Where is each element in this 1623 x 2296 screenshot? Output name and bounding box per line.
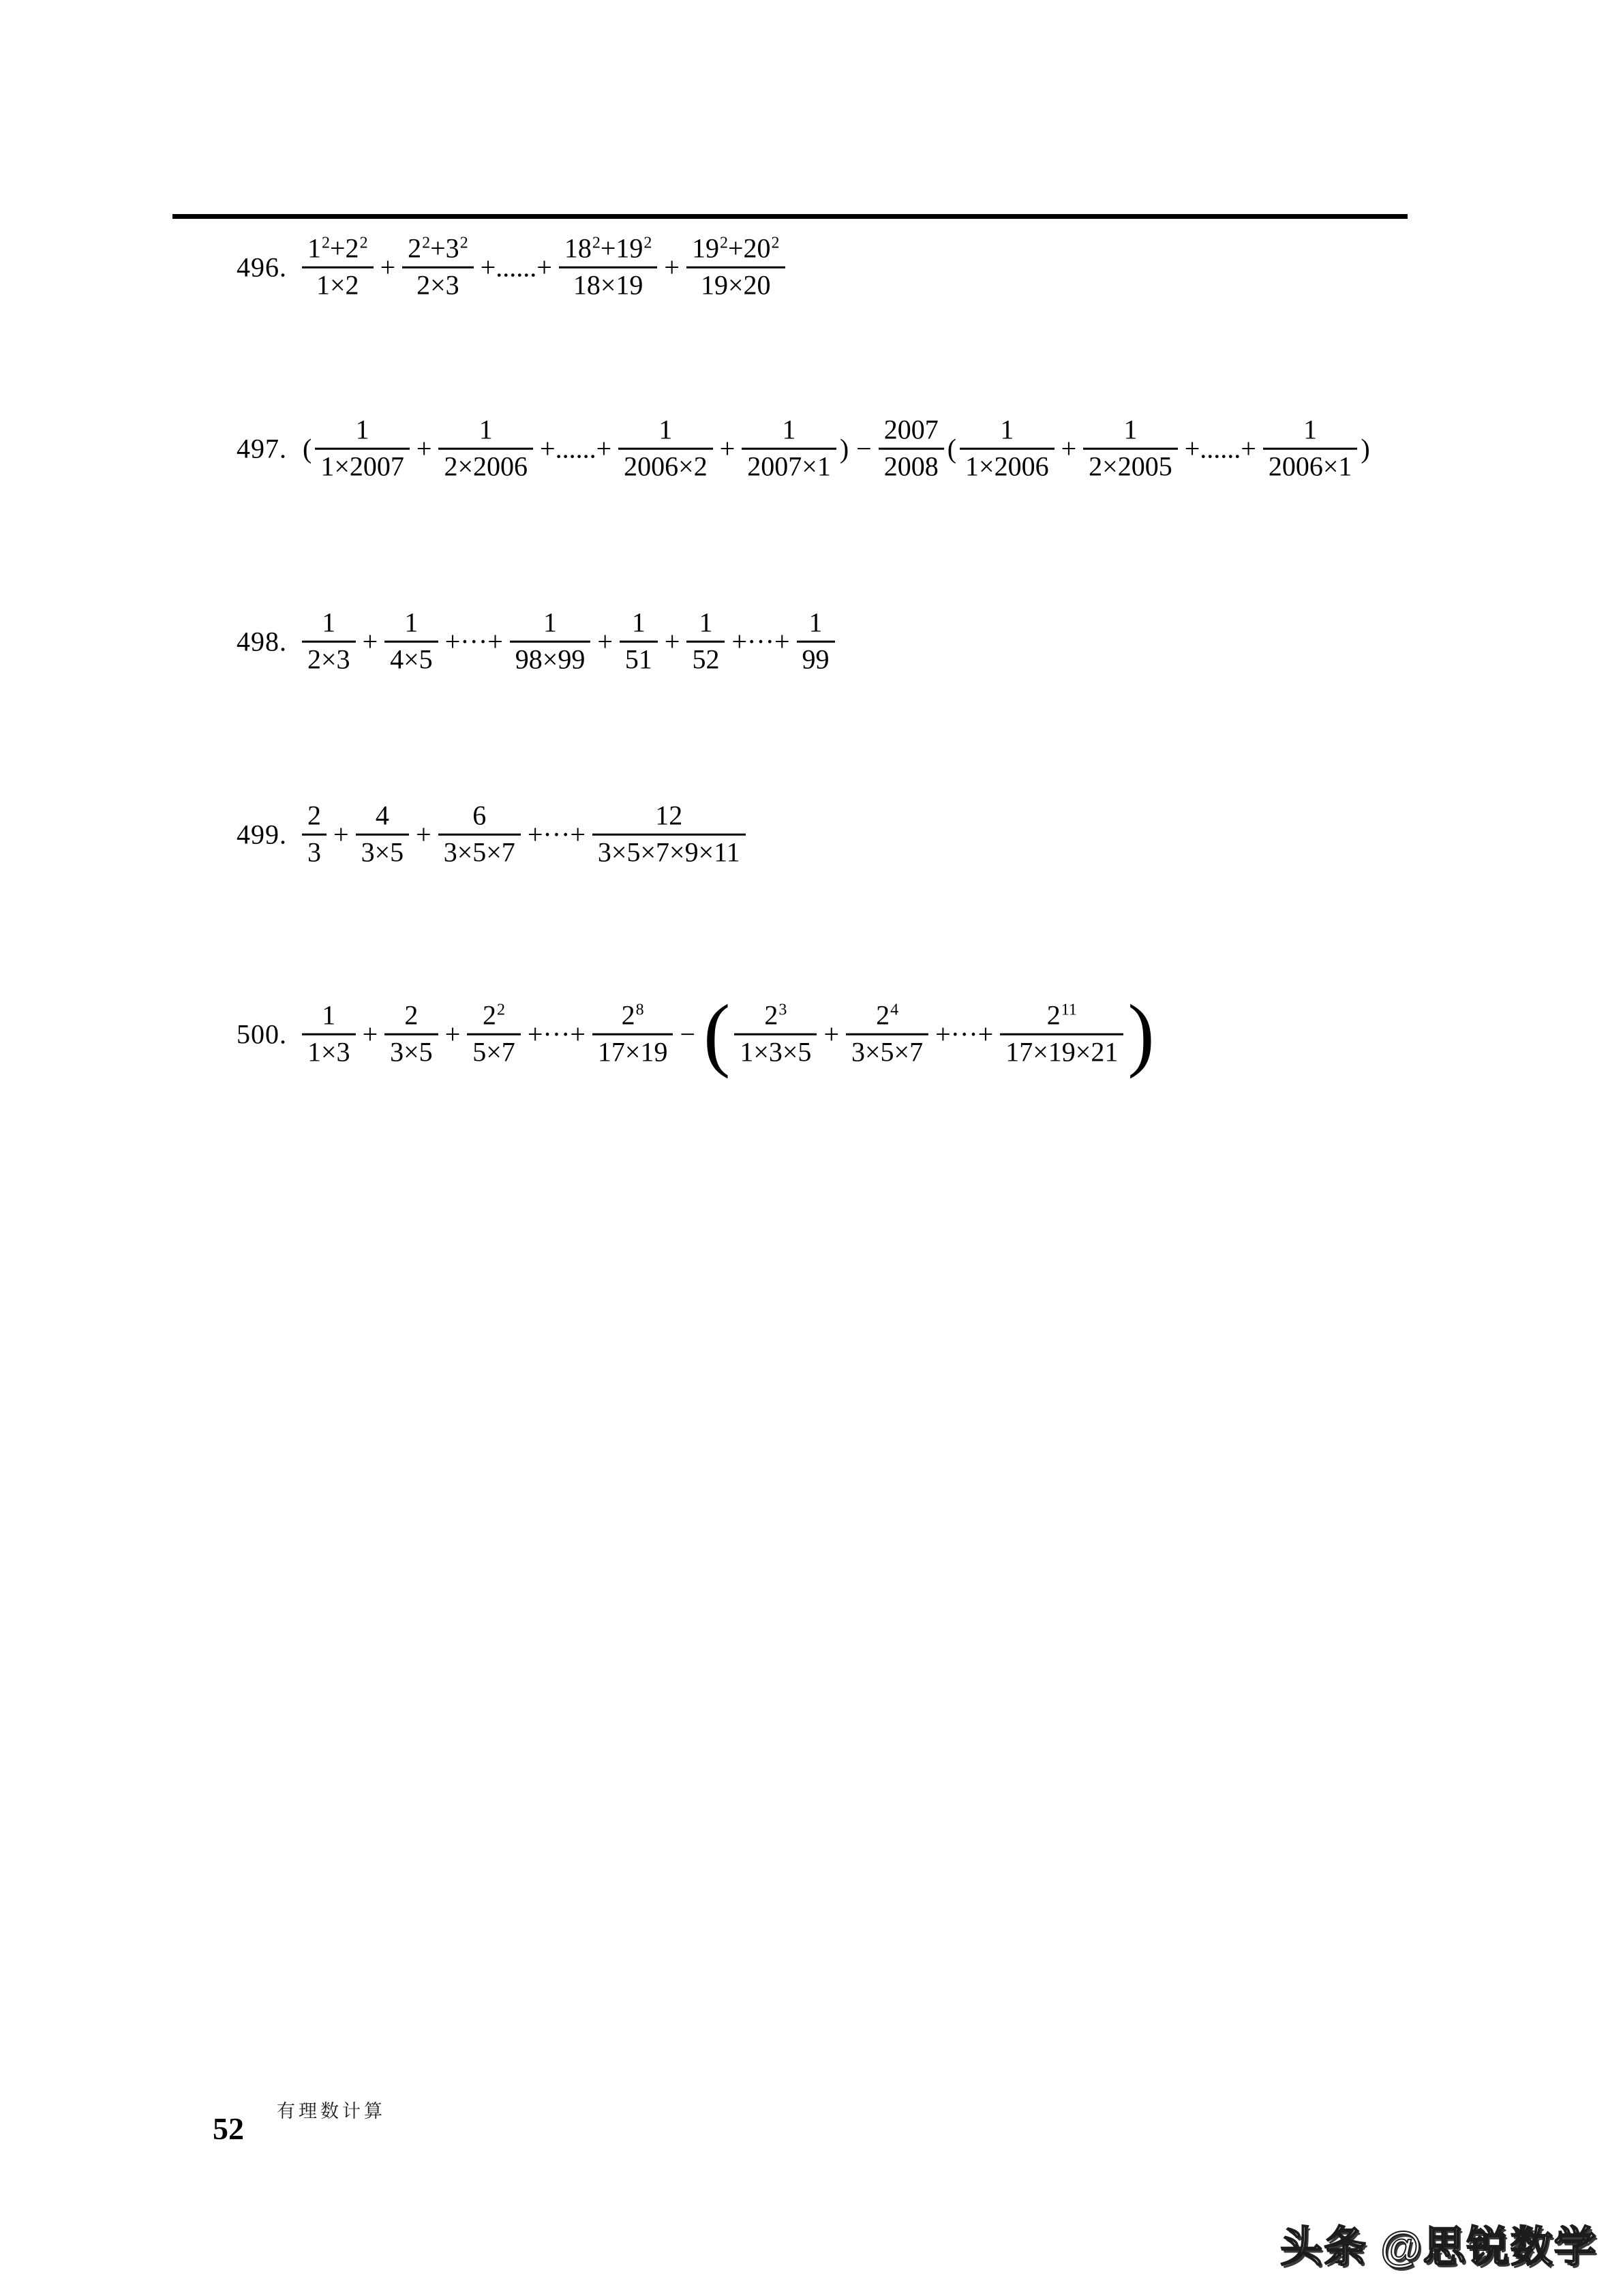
fraction — [879, 413, 944, 485]
operator: + — [362, 1018, 378, 1050]
problem-496 — [237, 232, 787, 303]
numerator: 1 — [699, 607, 713, 638]
page-number: 52 — [213, 2111, 244, 2146]
numerator: $18^2+19^2$ — [564, 232, 652, 264]
numerator: $2^2$ — [483, 999, 506, 1031]
denominator: 98×99 — [515, 644, 586, 675]
fraction — [742, 413, 836, 485]
numerator: 1 — [808, 607, 823, 638]
denominator: 1×3×5 — [740, 1036, 812, 1068]
operator: + — [664, 626, 680, 657]
numerator: 1 — [631, 607, 646, 638]
superscript: 2 — [459, 234, 468, 252]
problem-number: 499. — [237, 819, 287, 850]
operator: + — [664, 252, 680, 283]
fraction — [559, 232, 658, 303]
operator: +···+ — [444, 626, 503, 657]
denominator: 18×19 — [573, 269, 643, 301]
parenthesis: ) — [1361, 433, 1370, 464]
fraction — [438, 413, 533, 485]
problem-number: 498. — [237, 626, 287, 657]
operator: + — [444, 1018, 461, 1050]
fraction — [797, 606, 835, 678]
fraction — [384, 606, 438, 678]
top-rule — [172, 214, 1408, 219]
denominator: 99 — [802, 644, 830, 675]
operator: + — [333, 819, 349, 850]
numerator: 1 — [1303, 414, 1318, 445]
denominator: 3×5×7×9×11 — [597, 836, 740, 868]
numerator: 2 — [404, 999, 419, 1031]
numerator: $19^2+20^2$ — [691, 232, 780, 264]
operator: + — [597, 626, 613, 657]
problem-number: 496. — [237, 252, 287, 283]
superscript: 2 — [359, 234, 368, 252]
numerator: 1 — [543, 607, 558, 638]
fraction — [384, 999, 438, 1070]
denominator: 1×2 — [316, 269, 359, 301]
operator: + — [362, 626, 378, 657]
superscript: 2 — [497, 1001, 506, 1019]
numerator: $2^4$ — [876, 999, 899, 1031]
numerator: 1 — [1123, 414, 1138, 445]
parenthesis: ( — [947, 433, 957, 464]
denominator: 1×2006 — [965, 451, 1049, 482]
watermark: 头条 @思锐数学 — [1280, 2224, 1598, 2271]
denominator: 17×19 — [597, 1036, 668, 1068]
numerator: 1 — [1000, 414, 1014, 445]
operator: + — [823, 1018, 839, 1050]
superscript: 11 — [1061, 1001, 1077, 1019]
fraction — [592, 799, 746, 871]
denominator: 5×7 — [472, 1036, 515, 1068]
fraction — [620, 606, 658, 678]
operator: +···+ — [731, 626, 790, 657]
denominator: 4×5 — [390, 644, 433, 675]
operator: + — [380, 252, 396, 283]
superscript: 2 — [592, 234, 601, 252]
numerator: 6 — [472, 800, 487, 831]
numerator: 1 — [355, 414, 369, 445]
operator: +......+ — [480, 252, 552, 283]
denominator: 3×5×7 — [443, 836, 515, 868]
numerator: 1 — [404, 607, 419, 638]
denominator: 3 — [307, 836, 321, 868]
numerator: $2^8$ — [621, 999, 644, 1031]
numerator: $2^2+3^2$ — [408, 232, 468, 264]
numerator: 1 — [782, 414, 796, 445]
page-footer — [213, 2101, 386, 2145]
operator: +......+ — [540, 433, 612, 464]
superscript: 2 — [771, 234, 780, 252]
fraction — [734, 999, 817, 1070]
numerator: $2^{11}$ — [1046, 999, 1077, 1031]
numerator: 1 — [322, 607, 336, 638]
fraction — [315, 413, 410, 485]
numerator: 12 — [655, 800, 683, 831]
parenthesis: ( — [303, 433, 312, 464]
fraction — [467, 999, 521, 1070]
fraction — [1000, 999, 1123, 1070]
numerator: $2^3$ — [764, 999, 787, 1031]
superscript: 8 — [635, 1001, 644, 1019]
denominator: 3×5 — [361, 836, 404, 868]
fraction — [592, 999, 673, 1070]
denominator: 2008 — [883, 451, 939, 482]
operator: +···+ — [935, 1018, 994, 1050]
denominator: 52 — [692, 644, 720, 675]
denominator: 1×3 — [307, 1036, 350, 1068]
operator: + — [1061, 433, 1077, 464]
fraction — [402, 232, 474, 303]
numerator: 1 — [322, 999, 336, 1031]
fraction — [618, 413, 713, 485]
fraction — [302, 232, 374, 303]
fraction — [302, 799, 327, 871]
denominator: 3×5×7 — [851, 1036, 924, 1068]
superscript: 2 — [322, 234, 330, 252]
denominator: 19×20 — [700, 269, 771, 301]
fraction — [438, 799, 521, 871]
numerator: 1 — [479, 414, 493, 445]
fraction — [302, 999, 356, 1070]
operator: + — [719, 433, 735, 464]
denominator: 2×2005 — [1089, 451, 1172, 482]
superscript: 2 — [719, 234, 728, 252]
superscript: 2 — [643, 234, 652, 252]
chapter-label: 有理数计算 — [277, 2101, 386, 2121]
problem-500: 500. $\frac{1}{1\times 3}$ + $\frac{2}{3\times 5}$ + $\frac{2^2}{5\times 7}$ +···+ $\frac{2^8}{17\times 19}$ − ( $\frac{2^3}{1\times 3\times 5}$ + $\frac{2^4}{3\times 5\times 7}$ +···+ $\frac{2^{11}}{17\times 19\times 21}$ ) — [237, 988, 1155, 1080]
problem-499 — [237, 799, 747, 871]
operator: + — [416, 819, 431, 850]
fraction — [686, 232, 785, 303]
superscript: 2 — [422, 234, 431, 252]
problem-498 — [237, 606, 836, 678]
numerator: 2 — [307, 800, 321, 831]
numerator: 4 — [375, 800, 389, 831]
denominator: 2007×1 — [747, 451, 831, 482]
denominator: 2×3 — [307, 644, 350, 675]
denominator: 17×19×21 — [1005, 1036, 1119, 1068]
parenthesis: ) — [839, 433, 849, 464]
fraction — [510, 606, 591, 678]
fraction — [356, 799, 410, 871]
denominator: 2006×1 — [1268, 451, 1352, 482]
numerator: 2007 — [883, 414, 939, 445]
operator: +···+ — [527, 819, 586, 850]
operator: − — [680, 1018, 696, 1050]
fraction — [846, 999, 928, 1070]
fraction — [302, 606, 356, 678]
denominator: 2×3 — [416, 269, 459, 301]
denominator: 51 — [624, 644, 652, 675]
denominator: 3×5 — [390, 1036, 433, 1068]
fraction — [1263, 413, 1358, 485]
denominator: 2×2006 — [444, 451, 528, 482]
operator: + — [416, 433, 432, 464]
problem-number: 500. — [237, 1018, 287, 1050]
superscript: 3 — [778, 1001, 787, 1019]
fraction — [1083, 413, 1178, 485]
problem-number: 497. — [237, 433, 287, 464]
denominator: 2006×2 — [624, 451, 708, 482]
operator: +......+ — [1184, 433, 1256, 464]
fraction — [686, 606, 725, 678]
denominator: 1×2007 — [320, 451, 404, 482]
problem-497 — [237, 413, 1372, 485]
numerator: $1^2+2^2$ — [307, 232, 368, 264]
numerator: 1 — [658, 414, 673, 445]
fraction — [960, 413, 1055, 485]
operator: +···+ — [527, 1018, 586, 1050]
superscript: 4 — [890, 1001, 899, 1019]
operator: − — [856, 433, 872, 464]
